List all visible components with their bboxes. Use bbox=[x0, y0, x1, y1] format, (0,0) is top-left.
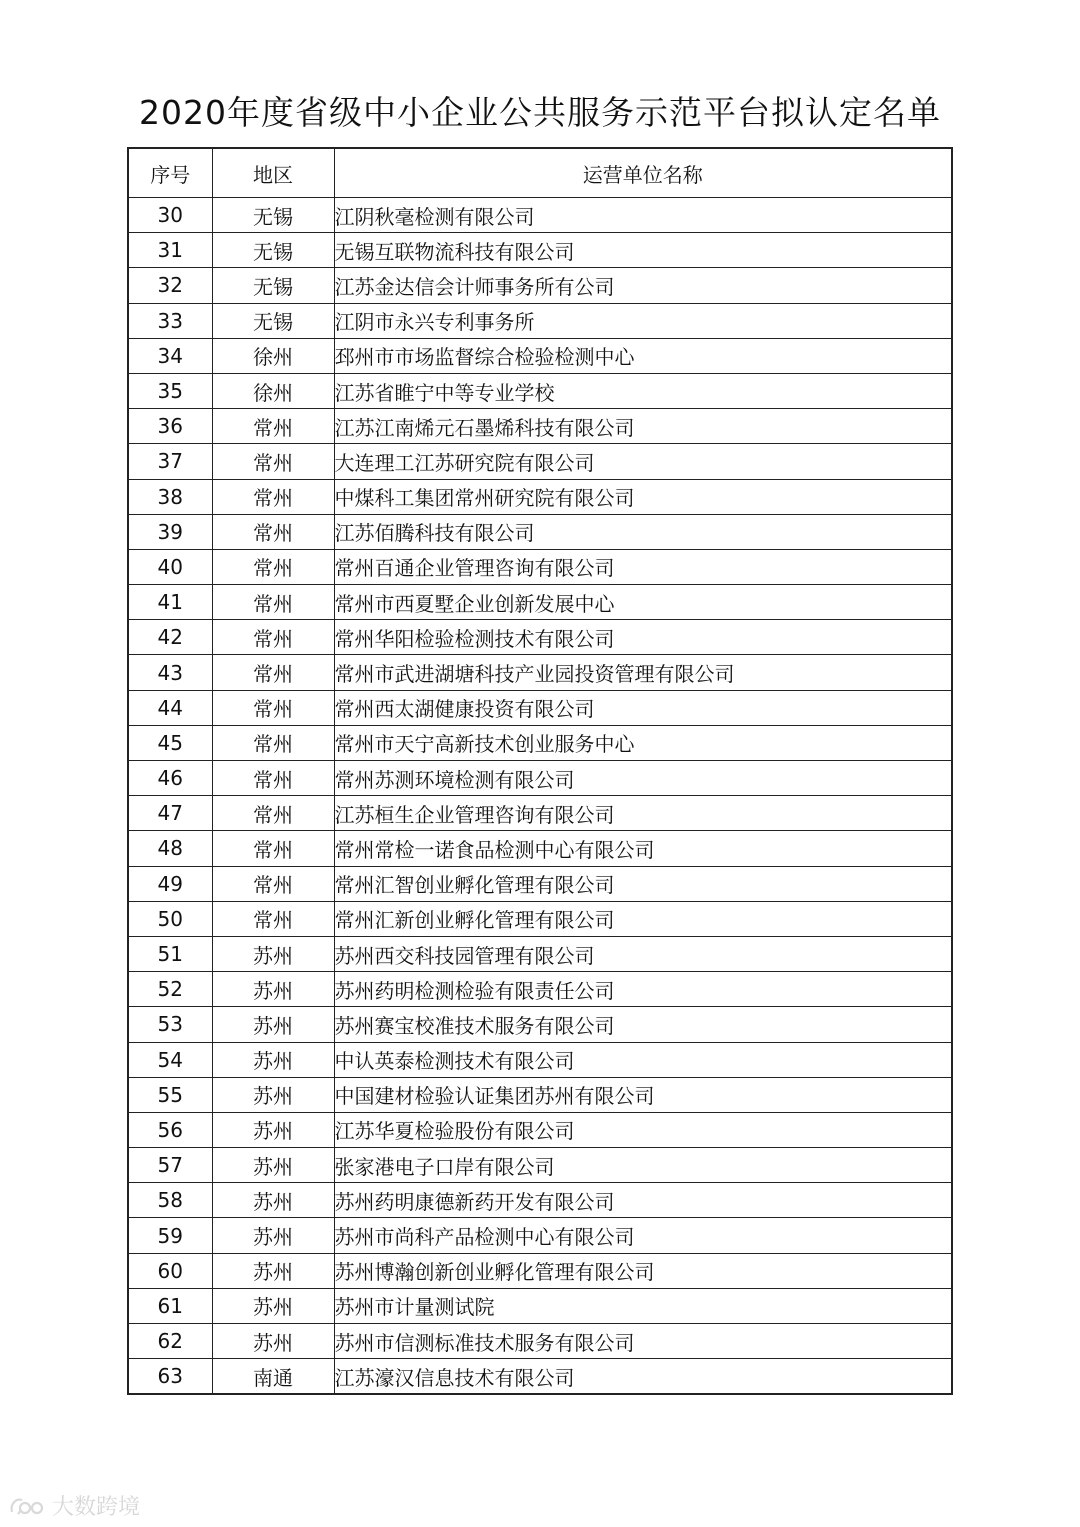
cell-serial-number: 30 bbox=[128, 198, 212, 233]
cell-serial-number: 40 bbox=[128, 549, 212, 584]
table-row bbox=[128, 1359, 952, 1395]
cell-region: 苏州 bbox=[212, 1077, 334, 1112]
platform-list-table bbox=[127, 147, 953, 1395]
cell-region: 常州 bbox=[212, 479, 334, 514]
cell-serial-number: 44 bbox=[128, 690, 212, 725]
cell-operator-name: 中煤科工集团常州研究院有限公司 bbox=[334, 479, 952, 514]
table-row bbox=[128, 1324, 952, 1359]
cell-region: 苏州 bbox=[212, 1112, 334, 1147]
cell-serial-number: 52 bbox=[128, 972, 212, 1007]
cell-region: 苏州 bbox=[212, 1183, 334, 1218]
cell-region: 苏州 bbox=[212, 1007, 334, 1042]
cell-serial-number: 39 bbox=[128, 514, 212, 549]
cell-serial-number: 48 bbox=[128, 831, 212, 866]
cell-serial-number: 38 bbox=[128, 479, 212, 514]
cell-operator-name: 常州常检一诺食品检测中心有限公司 bbox=[334, 831, 952, 866]
table-row bbox=[128, 1148, 952, 1183]
table-row bbox=[128, 1077, 952, 1112]
table-row bbox=[128, 479, 952, 514]
table-row bbox=[128, 233, 952, 268]
cell-serial-number: 43 bbox=[128, 655, 212, 690]
cell-serial-number: 56 bbox=[128, 1112, 212, 1147]
table-row bbox=[128, 936, 952, 971]
cell-operator-name: 常州汇智创业孵化管理有限公司 bbox=[334, 866, 952, 901]
cell-operator-name: 苏州市尚科产品检测中心有限公司 bbox=[334, 1218, 952, 1253]
cell-operator-name: 江苏省睢宁中等专业学校 bbox=[334, 373, 952, 408]
header-operator-name: 运营单位名称 bbox=[334, 148, 952, 198]
table-row bbox=[128, 972, 952, 1007]
cell-region: 无锡 bbox=[212, 233, 334, 268]
table-row bbox=[128, 831, 952, 866]
cell-operator-name: 江苏桓生企业管理咨询有限公司 bbox=[334, 796, 952, 831]
cell-region: 无锡 bbox=[212, 198, 334, 233]
cell-operator-name: 苏州药明康德新药开发有限公司 bbox=[334, 1183, 952, 1218]
watermark-text: 大数跨境 bbox=[52, 1495, 141, 1520]
cell-serial-number: 59 bbox=[128, 1218, 212, 1253]
table-row bbox=[128, 338, 952, 373]
cell-serial-number: 34 bbox=[128, 338, 212, 373]
cell-operator-name: 苏州博瀚创新创业孵化管理有限公司 bbox=[334, 1253, 952, 1288]
cell-region: 常州 bbox=[212, 831, 334, 866]
cell-operator-name: 常州汇新创业孵化管理有限公司 bbox=[334, 901, 952, 936]
cell-region: 苏州 bbox=[212, 1324, 334, 1359]
cell-operator-name: 江阴秋毫检测有限公司 bbox=[334, 198, 952, 233]
cell-region: 常州 bbox=[212, 690, 334, 725]
table-row bbox=[128, 1112, 952, 1147]
cell-region: 常州 bbox=[212, 655, 334, 690]
table-body bbox=[128, 198, 952, 1395]
cell-serial-number: 32 bbox=[128, 268, 212, 303]
cell-serial-number: 51 bbox=[128, 936, 212, 971]
cell-operator-name: 江苏濠汉信息技术有限公司 bbox=[334, 1359, 952, 1395]
cell-serial-number: 45 bbox=[128, 725, 212, 760]
page-title: 2020年度省级中小企业公共服务示范平台拟认定名单 bbox=[139, 93, 941, 132]
cell-operator-name: 大连理工江苏研究院有限公司 bbox=[334, 444, 952, 479]
cell-operator-name: 中认英泰检测技术有限公司 bbox=[334, 1042, 952, 1077]
table-row bbox=[128, 690, 952, 725]
table-row bbox=[128, 761, 952, 796]
cell-serial-number: 60 bbox=[128, 1253, 212, 1288]
cell-operator-name: 苏州赛宝校准技术服务有限公司 bbox=[334, 1007, 952, 1042]
cell-region: 常州 bbox=[212, 725, 334, 760]
cell-operator-name: 常州市天宁高新技术创业服务中心 bbox=[334, 725, 952, 760]
table-row bbox=[128, 1218, 952, 1253]
cell-serial-number: 41 bbox=[128, 585, 212, 620]
table-row bbox=[128, 901, 952, 936]
cell-operator-name: 张家港电子口岸有限公司 bbox=[334, 1148, 952, 1183]
table-row bbox=[128, 444, 952, 479]
cell-operator-name: 苏州西交科技园管理有限公司 bbox=[334, 936, 952, 971]
cell-operator-name: 无锡互联物流科技有限公司 bbox=[334, 233, 952, 268]
cell-region: 苏州 bbox=[212, 936, 334, 971]
cell-serial-number: 42 bbox=[128, 620, 212, 655]
cell-serial-number: 36 bbox=[128, 409, 212, 444]
cell-operator-name: 苏州药明检测检验有限责任公司 bbox=[334, 972, 952, 1007]
cell-region: 苏州 bbox=[212, 1042, 334, 1077]
cell-operator-name: 江苏佰腾科技有限公司 bbox=[334, 514, 952, 549]
cell-operator-name: 江苏江南烯元石墨烯科技有限公司 bbox=[334, 409, 952, 444]
cell-serial-number: 47 bbox=[128, 796, 212, 831]
cell-serial-number: 49 bbox=[128, 866, 212, 901]
cell-operator-name: 苏州市信测标准技术服务有限公司 bbox=[334, 1324, 952, 1359]
cell-region: 常州 bbox=[212, 585, 334, 620]
table-row bbox=[128, 725, 952, 760]
cell-serial-number: 50 bbox=[128, 901, 212, 936]
watermark bbox=[8, 1490, 140, 1521]
cell-operator-name: 常州百通企业管理咨询有限公司 bbox=[334, 549, 952, 584]
cell-region: 常州 bbox=[212, 620, 334, 655]
table-row bbox=[128, 796, 952, 831]
cell-operator-name: 常州市西夏墅企业创新发展中心 bbox=[334, 585, 952, 620]
logo-icon bbox=[8, 1494, 48, 1518]
cell-operator-name: 中国建材检验认证集团苏州有限公司 bbox=[334, 1077, 952, 1112]
cell-operator-name: 常州西太湖健康投资有限公司 bbox=[334, 690, 952, 725]
cell-region: 苏州 bbox=[212, 972, 334, 1007]
cell-region: 苏州 bbox=[212, 1148, 334, 1183]
header-serial-number: 序号 bbox=[128, 148, 212, 198]
table-row bbox=[128, 585, 952, 620]
header-region: 地区 bbox=[212, 148, 334, 198]
table-row bbox=[128, 866, 952, 901]
cell-region: 徐州 bbox=[212, 338, 334, 373]
cell-region: 徐州 bbox=[212, 373, 334, 408]
cell-region: 常州 bbox=[212, 549, 334, 584]
cell-region: 无锡 bbox=[212, 268, 334, 303]
table-row bbox=[128, 1007, 952, 1042]
cell-region: 常州 bbox=[212, 514, 334, 549]
cell-operator-name: 苏州市计量测试院 bbox=[334, 1288, 952, 1323]
cell-operator-name: 常州华阳检验检测技术有限公司 bbox=[334, 620, 952, 655]
cell-region: 苏州 bbox=[212, 1218, 334, 1253]
cell-serial-number: 54 bbox=[128, 1042, 212, 1077]
cell-serial-number: 35 bbox=[128, 373, 212, 408]
cell-serial-number: 46 bbox=[128, 761, 212, 796]
table-row bbox=[128, 198, 952, 233]
table-row bbox=[128, 620, 952, 655]
cell-serial-number: 62 bbox=[128, 1324, 212, 1359]
cell-serial-number: 63 bbox=[128, 1359, 212, 1395]
table-row bbox=[128, 1183, 952, 1218]
cell-region: 常州 bbox=[212, 761, 334, 796]
table-row bbox=[128, 373, 952, 408]
cell-serial-number: 33 bbox=[128, 303, 212, 338]
cell-region: 苏州 bbox=[212, 1253, 334, 1288]
cell-operator-name: 江苏华夏检验股份有限公司 bbox=[334, 1112, 952, 1147]
table-row bbox=[128, 409, 952, 444]
cell-region: 常州 bbox=[212, 796, 334, 831]
cell-region: 常州 bbox=[212, 409, 334, 444]
table-header-row bbox=[128, 148, 952, 198]
table-row bbox=[128, 303, 952, 338]
cell-serial-number: 53 bbox=[128, 1007, 212, 1042]
table-row bbox=[128, 514, 952, 549]
cell-region: 常州 bbox=[212, 866, 334, 901]
cell-serial-number: 55 bbox=[128, 1077, 212, 1112]
cell-serial-number: 58 bbox=[128, 1183, 212, 1218]
cell-serial-number: 37 bbox=[128, 444, 212, 479]
table-row bbox=[128, 268, 952, 303]
cell-operator-name: 江苏金达信会计师事务所有公司 bbox=[334, 268, 952, 303]
table-row bbox=[128, 655, 952, 690]
cell-serial-number: 57 bbox=[128, 1148, 212, 1183]
cell-operator-name: 常州苏测环境检测有限公司 bbox=[334, 761, 952, 796]
cell-serial-number: 61 bbox=[128, 1288, 212, 1323]
cell-region: 常州 bbox=[212, 901, 334, 936]
cell-operator-name: 邳州市市场监督综合检验检测中心 bbox=[334, 338, 952, 373]
cell-operator-name: 江阴市永兴专利事务所 bbox=[334, 303, 952, 338]
table-row bbox=[128, 1253, 952, 1288]
cell-operator-name: 常州市武进湖塘科技产业园投资管理有限公司 bbox=[334, 655, 952, 690]
cell-serial-number: 31 bbox=[128, 233, 212, 268]
cell-region: 常州 bbox=[212, 444, 334, 479]
cell-region: 南通 bbox=[212, 1359, 334, 1395]
cell-region: 无锡 bbox=[212, 303, 334, 338]
cell-region: 苏州 bbox=[212, 1288, 334, 1323]
table-row bbox=[128, 1288, 952, 1323]
table-row bbox=[128, 549, 952, 584]
table-row bbox=[128, 1042, 952, 1077]
